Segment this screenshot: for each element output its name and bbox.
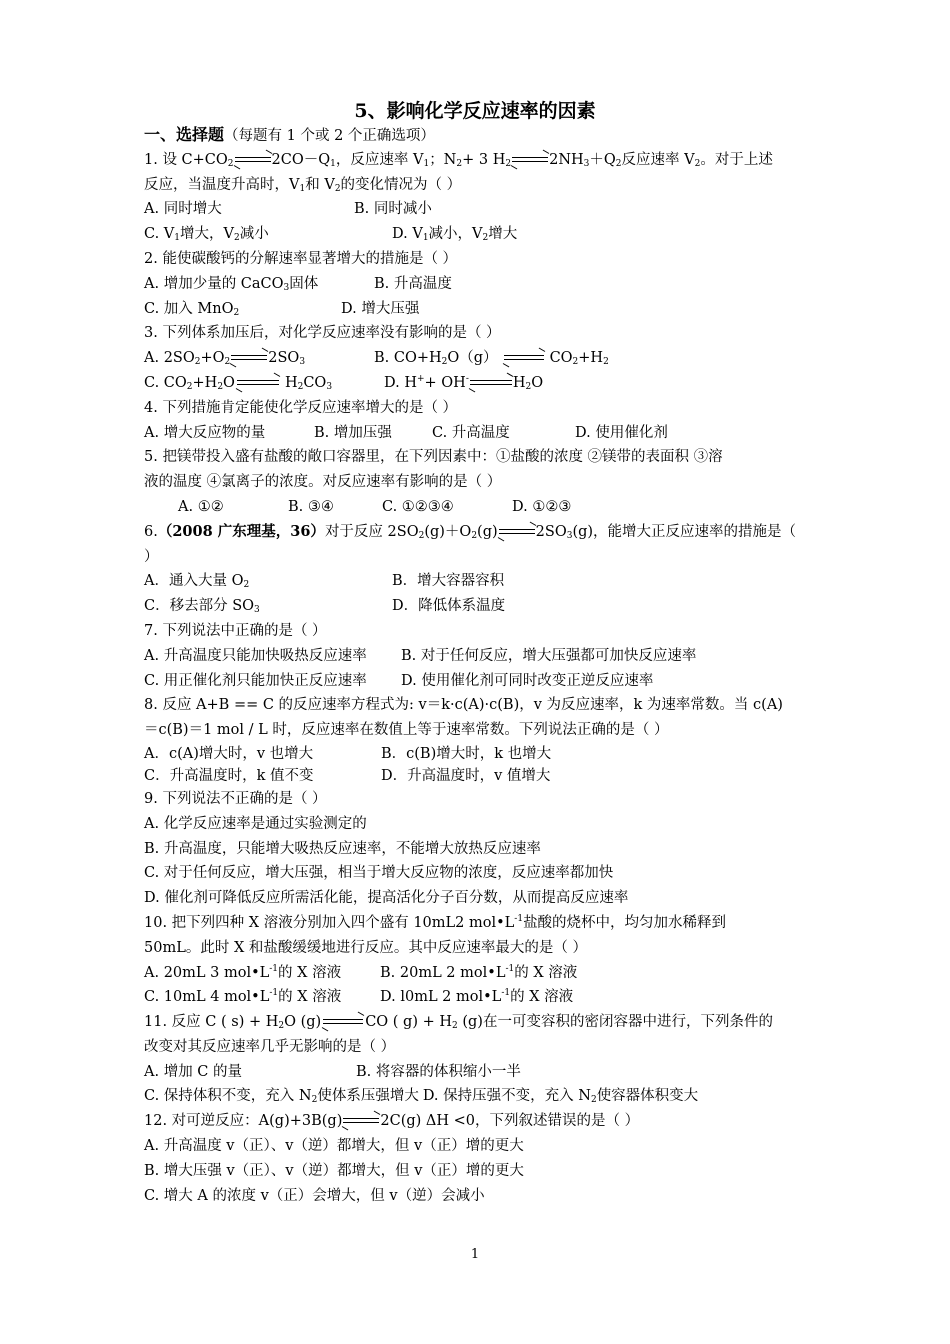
equilibrium-arrow-icon: [499, 527, 535, 537]
option-d[interactable]: D. 增大压强: [341, 300, 420, 317]
subscript: 2: [452, 1021, 458, 1032]
option-b[interactable]: B. 对于任何反应，增大压强都可加快反应速率: [401, 647, 697, 664]
page-number: 1: [470, 1247, 480, 1262]
text: 2CO－Q: [271, 151, 331, 168]
section-note: （每题有 1 个或 2 个正确选项）: [224, 128, 435, 144]
subscript: 1: [174, 233, 181, 244]
subscript: 2: [590, 1095, 597, 1106]
question-8-options-ab: [144, 743, 812, 765]
text: B. 20mL 2 mol•L: [380, 964, 506, 981]
text: H: [284, 374, 298, 391]
superscript: -1: [269, 988, 279, 999]
option-c[interactable]: [144, 594, 392, 619]
question-3-options-cd: [144, 371, 812, 396]
text: 盐酸的烧杯中，均匀加水稀释到: [523, 914, 727, 931]
option-d[interactable]: D. 催化剂可降低反应所需活化能，提高活化分子百分数，从而提高反应速率: [144, 890, 629, 907]
text: ＋Q: [589, 151, 616, 168]
superscript: -1: [269, 963, 279, 974]
text: 2C(g) ΔH <0，下列叙述错误的是（ ）: [380, 1113, 640, 1130]
text: B. CO+H: [374, 350, 442, 367]
equilibrium-arrow-icon: [235, 155, 271, 165]
question-2-options-ab: [144, 272, 812, 297]
option-a[interactable]: A. 化学反应速率是通过实验测定的: [144, 815, 367, 832]
option-a[interactable]: [144, 961, 380, 986]
superscript: -1: [505, 963, 515, 974]
option-b[interactable]: B. 将容器的体积缩小一半: [356, 1063, 521, 1080]
option-d[interactable]: [392, 222, 517, 247]
question-6-stem-cont: ）: [144, 548, 159, 565]
question-2-stem: 2. 能使碳酸钙的分解速率显著增大的措施是（ ）: [144, 250, 458, 267]
question-10-stem-cont: 50mL。此时 X 和盐酸缓缓地进行反应。其中反应速率最大的是（ ）: [144, 939, 587, 956]
text: (g): [477, 523, 498, 540]
option-a[interactable]: [144, 272, 374, 297]
question-10-options-ab: [144, 961, 812, 986]
question-number: 6.: [144, 523, 158, 540]
section-heading: [144, 123, 812, 148]
subscript: 3: [326, 381, 333, 392]
question-11-stem-cont: 改变对其反应速率几乎无影响的是（ ）: [144, 1038, 396, 1055]
text: 的 X 溶液: [278, 989, 342, 1006]
subscript: 1: [423, 158, 430, 169]
option-b[interactable]: [380, 961, 577, 986]
subscript: 2: [334, 183, 341, 194]
equilibrium-arrow-icon: [237, 378, 279, 388]
text: 1. 设 C+CO: [144, 151, 228, 168]
option-c[interactable]: C. 对于任何反应，增大压强，相当于增大反应物的浓度，反应速率都加快: [144, 865, 614, 882]
option-c[interactable]: C. 增大 A 的浓度 v（正）会增大，但 v（逆）会减小: [144, 1187, 485, 1204]
text: C. V: [144, 226, 175, 243]
option-b[interactable]: B. 增加压强: [314, 424, 392, 441]
subscript: 2: [234, 233, 240, 244]
subscript: 2: [278, 1021, 285, 1032]
text: (g)在一可变容积的密闭容器中进行，下列条件的: [457, 1014, 773, 1031]
text: (g)＋O: [424, 523, 472, 540]
text: O (g): [284, 1014, 322, 1031]
text: A．通入大量 O: [144, 573, 244, 590]
question-10-stem: [144, 911, 812, 936]
option-b[interactable]: [374, 346, 609, 371]
question-11-stem: [144, 1010, 812, 1035]
option-d[interactable]: D. 使用催化剂可同时改变正逆反应速率: [401, 672, 654, 689]
question-11-options-cd: [144, 1084, 812, 1109]
option-d[interactable]: [380, 985, 573, 1010]
subscript: 2: [456, 158, 463, 169]
option-c[interactable]: [144, 985, 380, 1010]
question-4-stem: 4. 下列措施肯定能使化学反应速率增大的是（ ）: [144, 399, 458, 416]
text: 10. 把下列四种 X 溶液分别加入四个盛有 10mL2 mol•L: [144, 914, 515, 931]
text: 2SO: [535, 523, 567, 540]
text: 2NH: [549, 151, 584, 168]
text: C. 保持体积不变，充入 N: [144, 1088, 312, 1105]
option-c[interactable]: C．升高温度时，k 值不变: [144, 767, 314, 784]
subscript: 2: [694, 158, 701, 169]
equilibrium-arrow-icon: [470, 378, 512, 388]
text: 固体: [289, 275, 319, 292]
option-c[interactable]: C. ①②③④: [382, 498, 454, 515]
question-12-stem: [144, 1109, 812, 1134]
subscript: 2: [217, 381, 224, 392]
subscript: 2: [297, 381, 304, 392]
equilibrium-arrow-icon: [504, 353, 544, 363]
superscript: -1: [514, 913, 524, 924]
subscript: 2: [194, 357, 201, 368]
text: 12. 对可逆反应：A(g)+3B(g): [144, 1113, 343, 1130]
subscript: 2: [525, 381, 532, 392]
text: 反应速率 V: [621, 151, 695, 168]
question-8-stem: 8. 反应 A+B == C 的反应速率方程式为: v＝k·c(A)·c(B)，v 为反应速率，k 为速率常数。当 c(A): [144, 697, 783, 714]
text: + OH: [424, 374, 466, 391]
question-6-options-cd: [144, 594, 812, 619]
question-6-options-ab: [144, 569, 812, 594]
subscript: 2: [572, 357, 579, 368]
option-b[interactable]: B. 升高温度: [374, 275, 452, 292]
option-d[interactable]: D. ①②③: [512, 498, 572, 515]
question-source: （2008 广东理基，36）: [157, 522, 325, 540]
option-c[interactable]: [144, 371, 384, 396]
option-a[interactable]: A．c(A)增大时，v 也增大: [144, 745, 314, 762]
subscript: 3: [254, 605, 260, 616]
subscript: 2: [311, 1095, 318, 1106]
option-c[interactable]: [144, 222, 392, 247]
question-3-stem: 3. 下列体系加压后，对化学反应速率没有影响的是（ ）: [144, 325, 501, 342]
option-d[interactable]: D．降低体系温度: [392, 598, 506, 615]
option-a[interactable]: A. 升高温度只能加快吸热反应速率: [144, 647, 367, 664]
text: A. 20mL 3 mol•L: [144, 964, 270, 981]
text: 反应，当温度升高时，V: [144, 176, 300, 193]
text: C. 加入 MnO: [144, 300, 234, 317]
question-9-stem: 9. 下列说法不正确的是（ ）: [144, 790, 327, 807]
question-4-options: [144, 421, 812, 446]
option-c[interactable]: [144, 297, 341, 322]
subscript: 2: [505, 158, 512, 169]
text: A. 2SO: [144, 350, 195, 367]
text: 的 X 溶液: [514, 964, 578, 981]
option-a[interactable]: [144, 346, 374, 371]
text: 使容器体积变大: [596, 1088, 699, 1105]
question-3-options-ab: [144, 346, 812, 371]
subscript: 2: [233, 307, 240, 318]
subscript: 1: [422, 233, 429, 244]
text: CO ( g) + H: [365, 1014, 452, 1031]
text: 使体系压强增大: [317, 1088, 419, 1105]
question-7-options-cd: [144, 669, 812, 694]
question-2-options-cd: [144, 297, 812, 322]
text: A. 增加少量的 CaCO: [144, 275, 284, 292]
option-c[interactable]: C. 升高温度: [432, 424, 510, 441]
text: D. l0mL 2 mol•L: [380, 989, 502, 1006]
subscript: 1: [299, 183, 306, 194]
text: 2SO: [268, 350, 300, 367]
question-5-stem: 5. 把镁带投入盛有盐酸的敞口容器里，在下列因素中：①盐酸的浓度 ②镁带的表面积 ③溶: [144, 449, 723, 466]
question-11-options-ab: [144, 1060, 812, 1085]
superscript: -1: [501, 988, 511, 999]
question-1-stem: [144, 148, 812, 173]
option-d[interactable]: D. 使用催化剂: [575, 424, 668, 441]
subscript: 2: [615, 158, 622, 169]
text: 的 X 溶液: [278, 964, 342, 981]
text: C. CO: [144, 374, 187, 391]
subscript: 2: [418, 530, 425, 541]
subscript: 3: [566, 530, 573, 541]
text: O: [531, 374, 544, 391]
text: 增大，V: [180, 226, 234, 243]
option-b[interactable]: B. 增大压强 v（正）、v（逆）都增大，但 v（正）增的更大: [144, 1162, 524, 1179]
option-d[interactable]: [384, 371, 543, 396]
page-title: 5、影响化学反应速率的因素: [354, 100, 596, 122]
option-d[interactable]: [419, 1084, 698, 1109]
text: +H: [192, 374, 218, 391]
equilibrium-arrow-icon: [323, 1017, 363, 1027]
equilibrium-arrow-icon: [343, 1116, 379, 1126]
text: CO: [303, 374, 327, 391]
section-label: 一、选择题: [144, 125, 225, 144]
option-b[interactable]: B. 同时减小: [354, 201, 432, 218]
question-8-options-cd: [144, 765, 812, 787]
option-c[interactable]: [144, 1084, 419, 1109]
subscript: 1: [330, 158, 336, 169]
option-d[interactable]: D．升高温度时，v 值增大: [381, 767, 551, 784]
text: 减小: [239, 226, 269, 243]
text: 对于反应 2SO: [324, 523, 419, 540]
text: ，反应速率 V: [335, 151, 424, 168]
subscript: 2: [471, 530, 478, 541]
subscript: 2: [186, 381, 193, 392]
option-b[interactable]: B．增大容器容积: [392, 573, 505, 590]
text: C．移去部分 SO: [144, 598, 255, 615]
option-a[interactable]: A. 同时增大: [144, 201, 222, 218]
question-1-options-cd: [144, 222, 812, 247]
subscript: 3: [299, 357, 306, 368]
option-b[interactable]: B. ③④: [288, 498, 334, 515]
text: 11. 反应 C ( s) + H: [144, 1014, 279, 1031]
question-8-stem-cont: ＝c(B)＝1 mol / L 时，反应速率在数值上等于速率常数。下列说法正确的是（ ）: [144, 722, 669, 739]
text: +H: [578, 350, 604, 367]
superscript: +: [416, 373, 425, 384]
question-1-options-ab: [144, 197, 812, 222]
text: ；N: [429, 151, 457, 168]
equilibrium-arrow-icon: [512, 155, 548, 165]
option-c[interactable]: C. 用正催化剂只能加快正反应速率: [144, 672, 367, 689]
subscript: 3: [283, 282, 290, 293]
text: + 3 H: [462, 151, 506, 168]
option-b[interactable]: B. 升高温度，只能增大吸热反应速率，不能增大放热反应速率: [144, 840, 541, 857]
text: 的变化情况为（ ）: [340, 176, 462, 193]
superscript: -: [465, 373, 469, 384]
question-6-stem: [144, 520, 812, 545]
subscript: 2: [603, 357, 609, 368]
text: O（g）: [447, 350, 498, 367]
text: 减小，V: [428, 226, 483, 243]
text: D. H: [384, 374, 417, 391]
text: +O: [200, 350, 225, 367]
text: D. 保持压强不变，充入 N: [422, 1088, 591, 1105]
text: 增大: [488, 226, 518, 243]
question-5-options: [144, 495, 812, 520]
text: 和 V: [305, 176, 335, 193]
subscript: 2: [224, 357, 231, 368]
subscript: 2: [441, 357, 448, 368]
text: CO: [549, 350, 573, 367]
subscript: 2: [243, 580, 250, 591]
question-5-stem-cont: 液的温度 ④氯离子的浓度。对反应速率有影响的是（ ）: [144, 474, 502, 491]
option-a[interactable]: A. ①②: [178, 498, 224, 515]
text: 的 X 溶液: [510, 989, 574, 1006]
option-a[interactable]: [144, 569, 392, 594]
question-list: [144, 123, 812, 1208]
text: C. 10mL 4 mol•L: [144, 989, 270, 1006]
subscript: 3: [583, 158, 590, 169]
option-a[interactable]: A. 升高温度 v（正）、v（逆）都增大，但 v（正）增的更大: [144, 1138, 524, 1155]
text: (g)，能增大正反应速率的措施是（: [572, 523, 797, 540]
option-b[interactable]: B．c(B)增大时，k 也增大: [381, 745, 552, 762]
text: O: [223, 374, 235, 391]
text: D. V: [392, 226, 423, 243]
text: H: [512, 374, 526, 391]
question-7-stem: 7. 下列说法中正确的是（ ）: [144, 622, 327, 639]
option-a[interactable]: A. 增加 C 的量: [144, 1063, 243, 1080]
question-7-options-ab: [144, 644, 812, 669]
subscript: 2: [482, 233, 489, 244]
option-a[interactable]: A. 增大反应物的量: [144, 424, 266, 441]
equilibrium-arrow-icon: [231, 353, 267, 363]
text: 。对于上述: [700, 151, 773, 168]
question-10-options-cd: [144, 985, 812, 1010]
question-1-stem-cont: [144, 173, 812, 198]
subscript: 2: [227, 158, 234, 169]
